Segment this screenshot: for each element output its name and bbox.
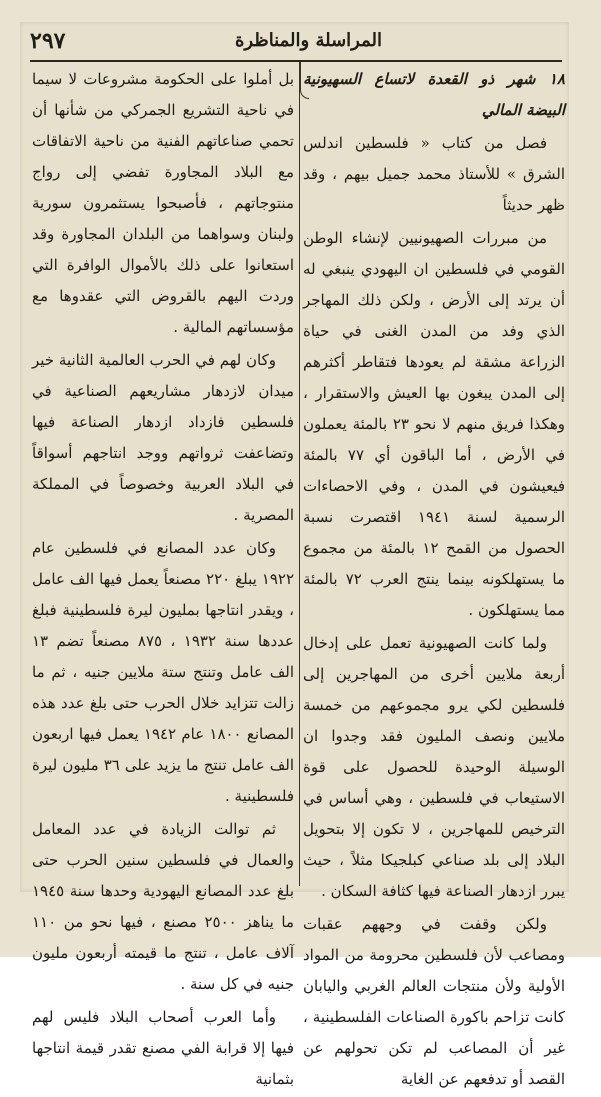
paragraph: ولما كانت الصهيونية تعمل على إدخال أربعة ملايين أخرى من المهاجرين إلى فلسطين لكي يرو مجموعهم من خمسة ملايين ونصف المليون فقد وجدوا ان الوسيلة الوحيدة للحصول على قوة الاستيعاب في فلسطين ، وهي أساس في الترخيص للمهاجرين ، لا تكون إلا بتحويل البلاد إلى بلد صناعي كبلجيكا مثلاً ، حيث يبرر ازدهار الصناعة فيها كثافة السكان . bbox=[303, 634, 565, 900]
paragraph: من مبررات الصهيونيين لإنشاء الوطن القومي في فلسطين ان اليهودي ينبغي له أن يرتد إلى الأرض ، ولكن ذلك المهاجر الذي وفد من المدن الغنى في حياة الزراعة مشقة لم يعودها فتقاطر أكثرهم إلى المدن يبغون بها العيش والاستقرار ، وهكذا فريق منهم لا نحو ٢٣ بالمئة يعملون في الأرض ، أما الباقون أي ٧٧ بالمئة فيعيشون في المدن ، وفي الاحصاءات الرسمية لسنة ١٩٤١ اقتصرت نسبة الحصول من القمح ١٢ بالمئة من مجموع ما يستهلكونه بينما ينتج العرب ٧٢ بالمئة مما يستهلكون . bbox=[303, 229, 566, 619]
paragraph: ثم توالت الزيادة في عدد المعامل والعمال في فلسطين سنين الحرب حتى بلغ عدد المصانع اليهودية وحدها سنة ١٩٤٥ ما يناهز ٢٥٠٠ مصنع ، فيها نحو من ١١٠ آلاف عامل ، تنتج ما قيمته أربعون مليون جنيه في كل سنة . bbox=[32, 820, 294, 993]
right-column bbox=[303, 64, 565, 1097]
column-divider bbox=[299, 62, 300, 886]
left-column bbox=[32, 64, 294, 1097]
paragraph: ولكن وقفت في وجههم عقبات ومصاعب لأن فلسطين محرومة من المواد الأولية ولأن منتجات العالم الغربي واليابان كانت تزاحم باكورة الصناعات الفلسطينية ، غير أن المصاعب لم تكن تحولهم عن القصد أو تدفعهم عن الغاية bbox=[303, 915, 565, 1088]
paragraph: فصل من كتاب « فلسطين اندلس الشرق » للأستاذ محمد جميل بيهم ، وقد ظهر حديثاً bbox=[303, 134, 565, 214]
paragraph: بل أملوا على الحكومة مشروعات لا سيما في ناحية التشريع الجمركي من شأنها أن تحمي صناعاتهم الفنية من ناحية الاتفاقات مع البلاد المجاورة تفضي إلى رواج منتوجاتهم ، فأصبحوا يستثمرون سورية ولبنان وسواهما من البلدان المجاورة وقد استعانوا على ذلك بالأموال الوافرة التي وردت اليهم بالقروض التي عقدوها مع مؤسساتهم المالية . bbox=[32, 70, 294, 336]
page-header bbox=[30, 28, 560, 58]
header-rule bbox=[30, 60, 562, 62]
section-heading: ١٨ شهر ذو القعدة لاتساع السهيونية البيضة المالي bbox=[303, 70, 565, 119]
running-title: المراسلة والمناظرة bbox=[235, 30, 382, 51]
paragraph: وأما العرب أصحاب البلاد فليس لهم فيها إلا قرابة الفي مصنع تقدر قيمة انتاجها بثمانية bbox=[32, 1008, 294, 1088]
paragraph: وكان عدد المصانع في فلسطين عام ١٩٢٢ يبلغ ٢٢٠ مصنعاً يعمل فيها الف عامل ، ويقدر انتاجها بمليون ليرة فلسطينية فبلغ عددها سنة ١٩٣٢ ، ٨٧٥ مصنعاً تضم ١٣ الف عامل وتنتج ستة ملايين جنيه ، ثم ما زالت تتزايد خلال الحرب حتى بلغ عدد هذه المصانع ١٨٠٠ عام ١٩٤٢ يعمل فيها اربعون الف عامل تنتج ما يزيد على ٣٦ مليون ليرة فلسطينية . bbox=[32, 539, 295, 805]
page-number: ٢٩٧ bbox=[30, 28, 66, 54]
paragraph: وكان لهم في الحرب العالمية الثانية خير ميدان لازدهار مشاريعهم الصناعية في فلسطين فازداد ازدهار الصناعة فيها وتضاعفت ثرواتهم ووجد انتاجهم أسواقاً في البلاد العربية وخصوصاً في المملكة المصرية . bbox=[32, 351, 294, 524]
